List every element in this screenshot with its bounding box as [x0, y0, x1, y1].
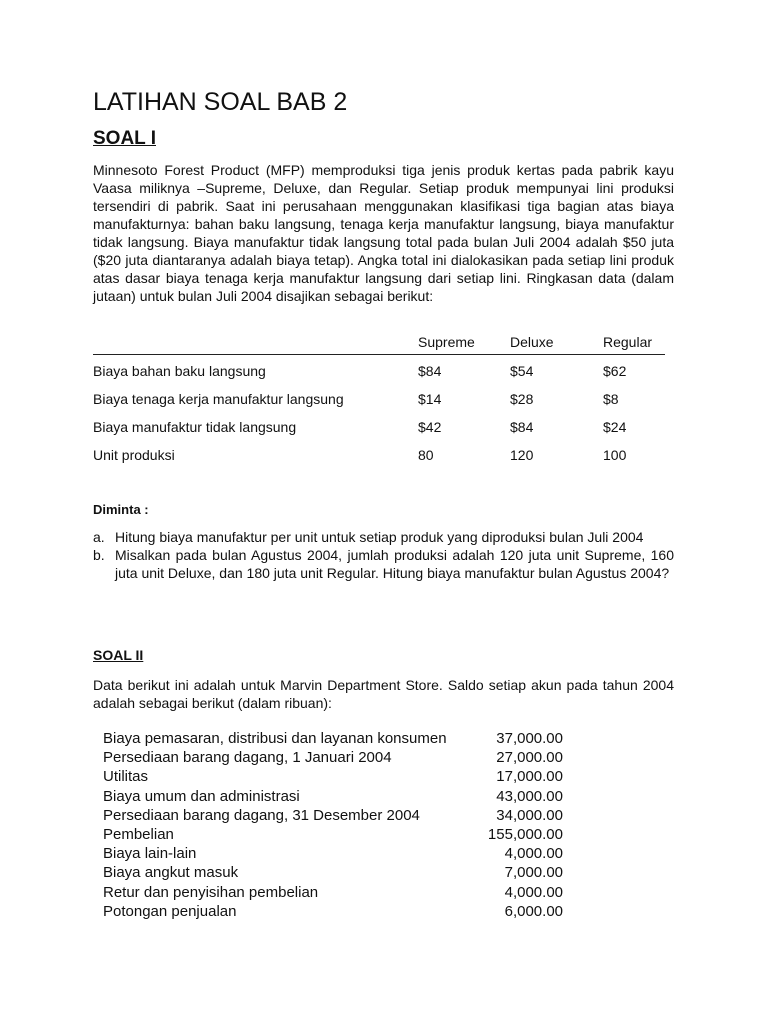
account-value: 4,000.00 [504, 845, 563, 863]
row-label: Biaya manufaktur tidak langsung [93, 419, 297, 435]
account-value: 27,000.00 [496, 749, 563, 767]
account-value: 17,000.00 [496, 768, 563, 786]
list-item [103, 902, 563, 921]
soal1-cost-table [93, 332, 665, 467]
question-text: Misalkan pada bulan Agustus 2004, jumlah produksi adalah 120 juta unit Supreme, 160 juta unit Deluxe, dan 180 juta unit Regular. Hitung biaya manufaktur bulan Agustus 2004? [115, 547, 674, 581]
list-item [103, 748, 563, 767]
list-item [93, 528, 674, 546]
list-item [103, 767, 563, 786]
row-value-deluxe: 120 [510, 447, 534, 463]
question-marker: a. [93, 529, 105, 545]
soal1-paragraph: Minnesoto Forest Product (MFP) memproduksi tiga jenis produk kertas pada pabrik kayu Vaasa miliknya –Supreme, Deluxe, dan Regular. Setiap produk mempunyai lini produksi tersendiri di pabrik. Saat ini perusahaan menggunakan klasifikasi tiga bagian atas biaya manufakturnya: bahan baku langsung, tenaga kerja manufaktur langsung, biaya manufaktur tidak langsung. Biaya manufaktur tidak langsung total pada bulan Juli 2004 adalah $50 juta ($20 juta diantaranya adalah biaya tetap). Angka total ini dialokasikan pada setiap lini produk atas dasar biaya tenaga kerja manufaktur langsung dari setiap lini. Ringkasan data (dalam jutaan) untuk bulan Juli 2004 disajikan sebagai berikut: [93, 162, 674, 304]
account-name: Potongan penjualan [103, 902, 237, 920]
account-balance-list [103, 729, 563, 921]
account-value: 37,000.00 [496, 730, 563, 747]
account-name: Biaya lain-lain [103, 845, 197, 863]
account-name: Pembelian [103, 825, 174, 843]
row-value-regular: 100 [603, 447, 627, 463]
row-value-deluxe: $28 [510, 391, 534, 407]
question-list [93, 528, 674, 582]
document-title: LATIHAN SOAL BAB 2 [93, 88, 348, 116]
account-name: Biaya pemasaran, distribusi dan layanan konsumen [103, 730, 447, 747]
list-item [93, 546, 674, 582]
row-label: Unit produksi [93, 447, 175, 463]
account-value: 6,000.00 [504, 902, 563, 920]
row-value-deluxe: $54 [510, 363, 534, 379]
account-value: 34,000.00 [496, 806, 563, 824]
list-item [103, 883, 563, 902]
table-row [93, 439, 665, 467]
list-item [103, 806, 563, 825]
list-item [103, 787, 563, 806]
table-header-regular: Regular [603, 334, 653, 350]
account-value: 4,000.00 [504, 883, 563, 901]
row-value-regular: $8 [603, 391, 619, 407]
list-item [103, 825, 563, 844]
table-row [93, 383, 665, 411]
row-value-deluxe: $84 [510, 419, 534, 435]
account-name: Utilitas [103, 768, 149, 786]
account-value: 155,000.00 [487, 825, 563, 843]
row-value-supreme: 80 [418, 447, 434, 463]
soal1-heading: SOAL I [93, 128, 156, 149]
row-value-supreme: $14 [418, 391, 442, 407]
question-marker: b. [93, 547, 105, 563]
table-header-supreme: Supreme [418, 334, 475, 350]
account-name: Retur dan penyisihan pembelian [103, 883, 319, 901]
account-value: 7,000.00 [504, 864, 563, 882]
list-item [103, 729, 563, 748]
soal2-paragraph: Data berikut ini adalah untuk Marvin Department Store. Saldo setiap akun pada tahun 2004 adalah sebagai berikut (dalam ribuan): [93, 677, 674, 711]
question-text: Hitung biaya manufaktur per unit untuk setiap produk yang diproduksi bulan Juli 2004 [115, 529, 644, 545]
table-row [93, 355, 665, 383]
list-item [103, 844, 563, 863]
row-value-supreme: $84 [418, 363, 442, 379]
row-value-regular: $62 [603, 363, 627, 379]
table-header-row [93, 332, 665, 355]
row-value-regular: $24 [603, 419, 627, 435]
soal2-heading: SOAL II [93, 647, 144, 663]
row-label: Biaya tenaga kerja manufaktur langsung [93, 391, 344, 407]
row-value-supreme: $42 [418, 419, 442, 435]
diminta-label: Diminta : [93, 502, 149, 517]
table-header-deluxe: Deluxe [510, 334, 554, 350]
account-value: 43,000.00 [496, 787, 563, 805]
account-name: Persediaan barang dagang, 31 Desember 2004 [103, 806, 420, 824]
list-item [103, 863, 563, 882]
account-name: Biaya umum dan administrasi [103, 787, 300, 805]
account-name: Persediaan barang dagang, 1 Januari 2004 [103, 749, 392, 767]
row-label: Biaya bahan baku langsung [93, 363, 266, 379]
table-row [93, 411, 665, 439]
account-name: Biaya angkut masuk [103, 864, 239, 882]
